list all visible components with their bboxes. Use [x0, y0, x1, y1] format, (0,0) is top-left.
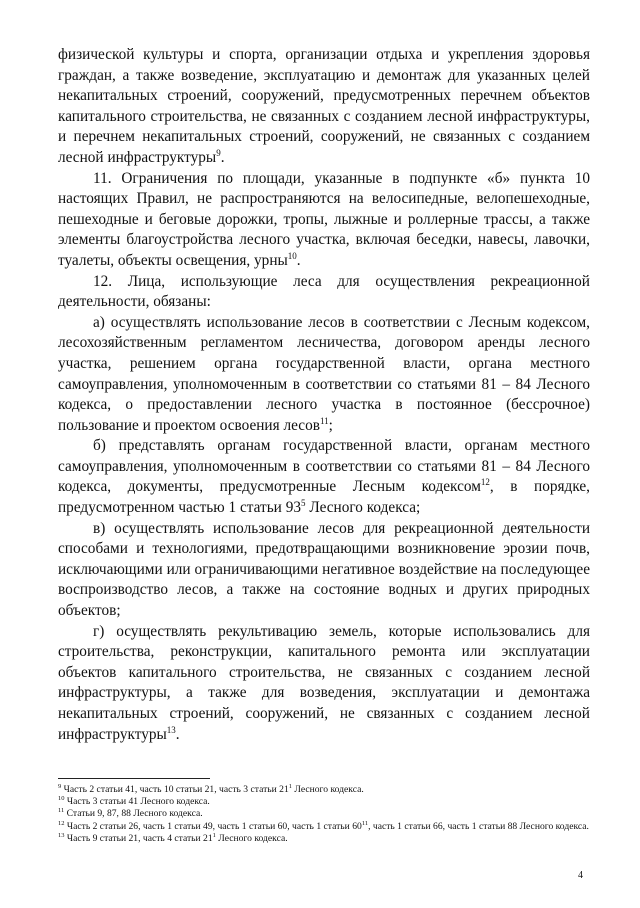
text-segment: .: [220, 148, 225, 166]
text-segment: а) осуществлять использование лесов в соответствии с Лесным кодексом, лесохозяйственным регламентом лесничества, договором аренды лесного участка, решением органа государственной власти, органа местного самоуправления, уполномоченным в соответствии со статьями 81 – 84 Лесного кодекса, о предоставлении лесного участка в постоянное (бессрочное) пользование и проектом освоения лесов: [58, 313, 590, 434]
footnotes: [58, 784, 590, 845]
text-segment: Часть 2 статьи 41, часть 10 статьи 21, часть 3 статьи 21: [61, 784, 289, 795]
paragraph-12b: [58, 436, 590, 518]
paragraph-12a: [58, 313, 590, 437]
text-segment: г) осуществлять рекультивацию земель, которые использовались для строительства, реконструкции, капитального ремонта или эксплуатации объектов капитального строительства, не связанных с созданием лесной инфраструктуры, а также для возведения, эксплуатации и демонтажа некапитальных строений, сооружений, не связанных с созданием лесной инфраструктуры: [58, 622, 590, 743]
footnote-11: [58, 808, 590, 820]
text-segment: 12. Лица, использующие леса для осуществления рекреационной деятельности, обязаны:: [58, 272, 590, 311]
paragraph-12g: [58, 622, 590, 746]
text-segment: б) представлять органам государственной власти, органам местного самоуправления, уполномоченным в соответствии со статьями 81 – 84 Лесного кодекса, документы, предусмотренные Лесным кодексом: [58, 437, 590, 496]
text-segment: .: [175, 725, 180, 743]
footnote-13: [58, 833, 590, 845]
footnote-ref: 11: [58, 807, 65, 815]
paragraph-continuation: [58, 45, 590, 169]
text-segment: ;: [328, 416, 333, 434]
footnote-ref: 1: [288, 782, 293, 790]
paragraph-12: [58, 272, 590, 313]
paragraph-12v: [58, 519, 590, 622]
text-segment: 11. Ограничения по площади, указанные в подпункте «б» пункта 10 настоящих Правил, не распространяются на велосипедные, велопешеходные, пешеходные и беговые дорожки, тропы, лыжные и роллерные трассы, а также элементы благоустройства лесного участка, включая беседки, навесы, лавочки, туалеты, объекты освещения, урны: [58, 169, 590, 269]
text-segment: физической культуры и спорта, организации отдыха и укрепления здоровья граждан, а также возведение, эксплуатацию и демонтаж для указанных целей некапитальных строений, сооружений, предусмотренных перечнем объектов капитального строительства, не связанных с созданием лесной инфраструктуры, и перечнем некапитальных строений, сооружений, не связанных с созданием лесной инфраструктуры: [58, 46, 590, 166]
text-segment: Часть 9 статьи 21, часть 4 статьи 21: [64, 832, 213, 844]
text-segment: .: [296, 251, 301, 269]
footnote-ref: 12: [58, 819, 65, 827]
footnote-ref: 9: [216, 147, 221, 158]
footnote-ref: 1: [212, 831, 216, 839]
footnote-ref: 13: [166, 724, 176, 735]
footnote-ref: 12: [480, 477, 490, 488]
footnote-ref: 9: [58, 782, 62, 790]
text-segment: Лесного кодекса.: [215, 832, 288, 844]
text-segment: Лесного кодекса;: [305, 499, 421, 517]
footnote-9: [58, 784, 590, 796]
text-segment: Часть 2 статьи 26, часть 1 статьи 49, часть 1 статьи 60, часть 1 статьи 60: [64, 820, 362, 832]
footnote-ref: 10: [58, 795, 65, 803]
footnote-ref: 11: [319, 415, 329, 426]
footnote-ref: 13: [58, 831, 65, 839]
footnote-ref: 11: [361, 819, 369, 827]
footnote-12: [58, 821, 590, 833]
footnote-10: [58, 796, 590, 808]
text-segment: Лесного кодекса.: [292, 784, 364, 795]
footnote-separator: [58, 778, 210, 779]
paragraph-11: [58, 169, 590, 272]
page-number: 4: [578, 870, 583, 881]
text-segment: Статьи 9, 87, 88 Лесного кодекса.: [64, 808, 203, 820]
text-segment: , часть 1 статьи 66, часть 1 статьи 88 Лесного кодекса.: [368, 820, 589, 832]
footnote-ref: 10: [287, 250, 297, 261]
text-segment: , в порядке, предусмотренном частью 1 статьи 93: [58, 478, 590, 517]
body-text: [58, 45, 590, 745]
text-segment: Часть 3 статьи 41 Лесного кодекса.: [64, 796, 210, 808]
text-segment: в) осуществлять использование лесов для рекреационной деятельности способами и технологиями, предотвращающими возникновение эрозии почв, исключающими или ограничивающими негативное воздействие на последующее воспроизводство лесов, а также на состояние водных и других природных объектов;: [58, 519, 590, 620]
footnote-ref: 5: [301, 497, 306, 508]
